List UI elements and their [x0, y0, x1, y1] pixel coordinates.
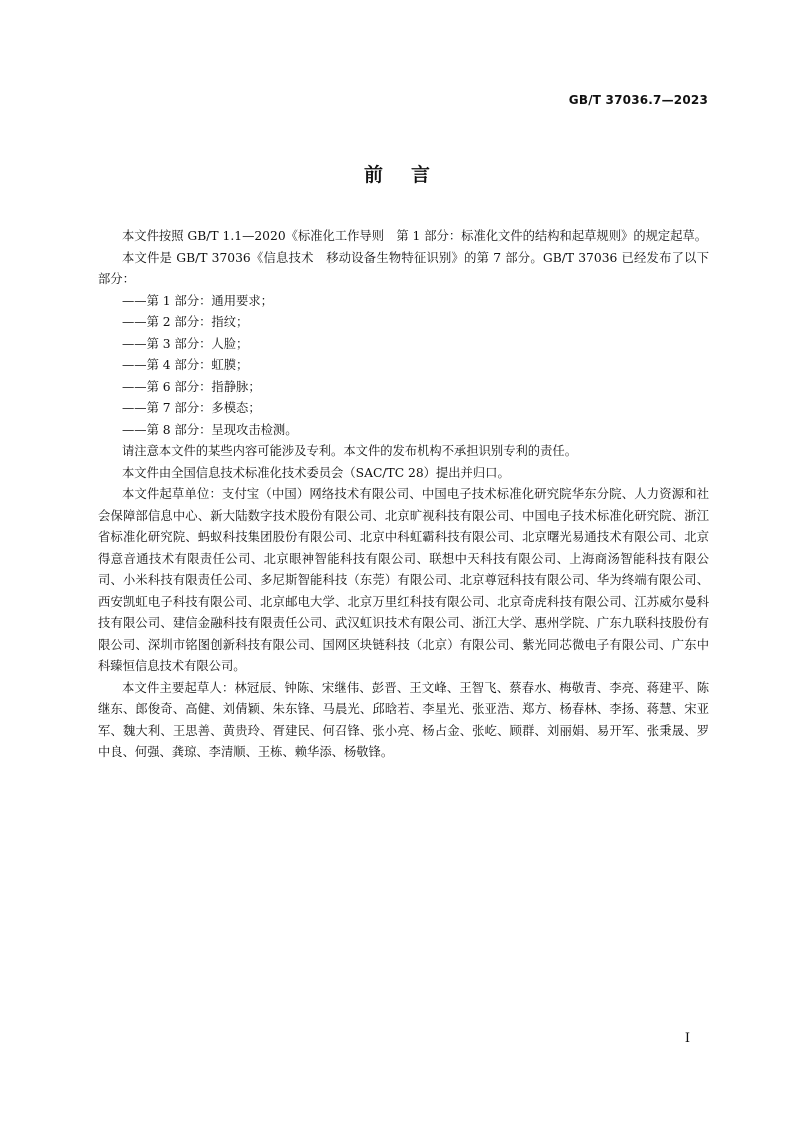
list-item-part-8: ——第 8 部分：呈现攻击检测。 [122, 422, 298, 437]
list-item-part-1: ——第 1 部分：通用要求； [122, 293, 273, 308]
paragraph-series-intro: 本文件是 GB/T 37036《信息技术 移动设备生物特征识别》的第 7 部分。GB/T 37036 已经发布了以下部分： [98, 250, 709, 286]
standard-code: GB/T 37036.7—2023 [568, 93, 708, 107]
list-item-part-4: ——第 4 部分：虹膜； [122, 358, 249, 372]
paragraph-patent-notice: 请注意本文件的某些内容可能涉及专利。本文件的发布机构不承担识别专利的责任。 [122, 444, 577, 458]
foreword-body [98, 226, 709, 764]
paragraph-drafting-units: 本文件起草单位：支付宝（中国）网络技术有限公司、中国电子技术标准化研究院华东分院、人力资源和社会保障部信息中心、新大陆数字技术股份有限公司、北京旷视科技有限公司、中国电子技术标准化研究院、浙江省标准化研究院、蚂蚁科技集团股份有限公司、北京中科虹霸科技有限公司、北京曙光易通技术有限公司、北京得意音通技术有限责任公司、北京眼神智能科技有限公司、联想中天科技有限公司、上海商汤智能科技有限公司、小米科技有限责任公司、多尼斯智能科技（东莞）有限公司、北京尊冠科技有限公司、华为终端有限公司、西安凯虹电子科技有限公司、北京邮电大学、北京万里红科技有限公司、北京奇虎科技有限公司、江苏威尔曼科技有限公司、建信金融科技有限责任公司、武汉虹识技术有限公司、浙江大学、惠州学院、广东九联科技股份有限公司、深圳市铭图创新科技有限公司、国网区块链科技（北京）有限公司、紫光同芯微电子有限公司、广东中科臻恒信息技术有限公司。 [98, 487, 709, 673]
list-item-part-3: ——第 3 部分：人脸； [122, 336, 249, 351]
paragraph-committee: 本文件由全国信息技术标准化技术委员会（SAC/TC 28）提出并归口。 [122, 465, 510, 480]
list-item-part-7: ——第 7 部分：多模态； [122, 401, 261, 415]
paragraph-drafters: 本文件主要起草人：林冠辰、钟陈、宋继伟、彭晋、王文峰、王智飞、蔡春水、梅敬青、李亮、蒋建平、陈继东、郎俊奇、高健、刘倩颖、朱东锋、马晨光、邱晗若、李星光、张亚浩、郑方、杨春林、李扬、蒋慧、宋亚军、魏大利、王思善、黄贵玲、胥建民、何召锋、张小亮、杨占金、张屹、顾群、刘丽娟、易开军、张秉晟、罗中良、何强、龚琼、李清顺、王栋、赖华添、杨敬锋。 [98, 680, 709, 759]
list-item-part-6: ——第 6 部分：指静脉； [122, 379, 261, 394]
page-number: I [684, 1031, 690, 1046]
list-item-part-2: ——第 2 部分：指纹； [122, 315, 249, 329]
paragraph-drafting-rules: 本文件按照 GB/T 1.1—2020《标准化工作导则 第 1 部分：标准化文件的结构和起草规则》的规定起草。 [122, 229, 708, 243]
page-title: 前言 [363, 164, 458, 186]
